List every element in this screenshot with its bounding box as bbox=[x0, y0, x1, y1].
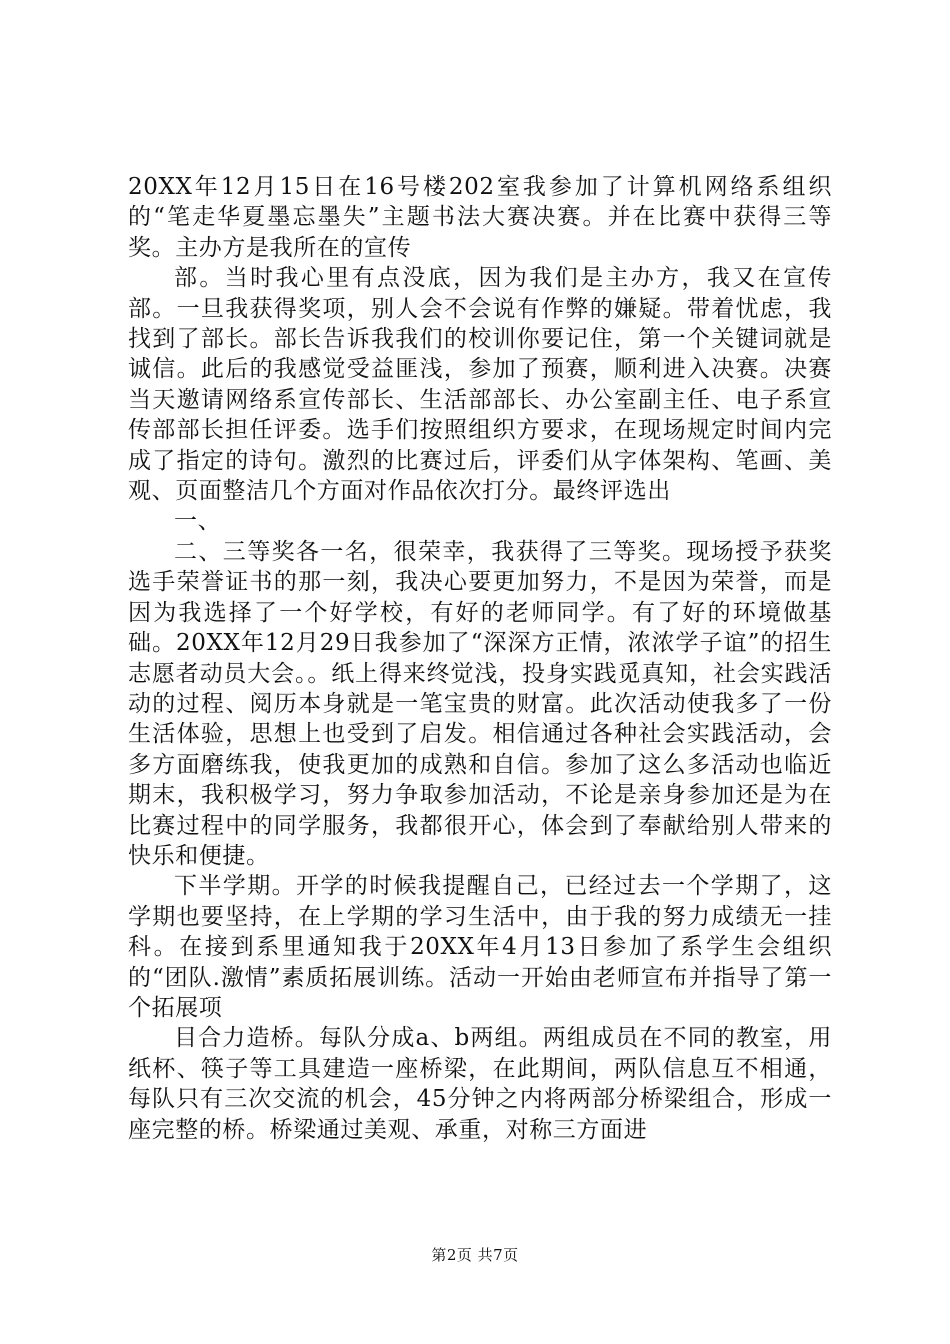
paragraph-3: 一、 bbox=[174, 508, 222, 535]
document-body bbox=[128, 172, 832, 1145]
paragraph-6: 目合力造桥。每队分成a、b两组。两组成员在不同的教室，用纸杯、筷子等工具建造一座桥梁，在此期间，两队信息互不相通，每队只有三次交流的机会，45分钟之内将两部分桥梁组合，形成一座完整的桥。桥梁通过美观、承重，对称三方面进 bbox=[128, 1025, 832, 1143]
page-number: 第2页 共7页 bbox=[431, 1246, 519, 1264]
paragraph-4: 二、三等奖各一名，很荣幸，我获得了三等奖。现场授予获奖选手荣誉证书的那一刻，我决心要更加努力，不是因为荣誉，而是因为我选择了一个好学校，有好的老师同学。有了好的环境做基础。20XX年12月29日我参加了“深深方正情，浓浓学子谊”的招生志愿者动员大会。。纸上得来终觉浅，投身实践觅真知，社会实践活动的过程、阅历本身就是一笔宝贵的财富。此次活动使我多了一份生活体验，思想上也受到了启发。相信通过各种社会实践活动，会多方面磨练我，使我更加的成熟和自信。参加了这么多活动也临近期末，我积极学习，努力争取参加活动，不论是亲身参加还是为在比赛过程中的同学服务，我都很开心，体会到了奉献给别人带来的快乐和便捷。 bbox=[128, 538, 832, 869]
paragraph-5: 下半学期。开学的时候我提醒自己，已经过去一个学期了，这学期也要坚持，在上学期的学习生活中，由于我的努力成绩无一挂科。在接到系里通知我于20XX年4月13日参加了系学生会组织的“团队.激情”素质拓展训练。活动一开始由老师宣布并指导了第一个拓展项 bbox=[128, 873, 832, 1021]
paragraph-2: 部。当时我心里有点没底，因为我们是主办方，我又在宣传部。一旦我获得奖项，别人会不会说有作弊的嫌疑。带着忧虑，我找到了部长。部长告诉我我们的校训你要记住，第一个关键词就是诚信。此后的我感觉受益匪浅，参加了预赛，顺利进入决赛。决赛当天邀请网络系宣传部长、生活部部长、办公室副主任、电子系宣传部部长担任评委。选手们按照组织方要求，在现场规定时间内完成了指定的诗句。激烈的比赛过后，评委们从字体架构、笔画、美观、页面整洁几个方面对作品依次打分。最终评选出 bbox=[128, 265, 832, 505]
page-footer bbox=[0, 1244, 950, 1265]
paragraph-1: 20XX年12月15日在16号楼202室我参加了计算机网络系组织的“笔走华夏墨忘墨失”主题书法大赛决赛。并在比赛中获得三等奖。主办方是我所在的宣传 bbox=[128, 174, 832, 261]
